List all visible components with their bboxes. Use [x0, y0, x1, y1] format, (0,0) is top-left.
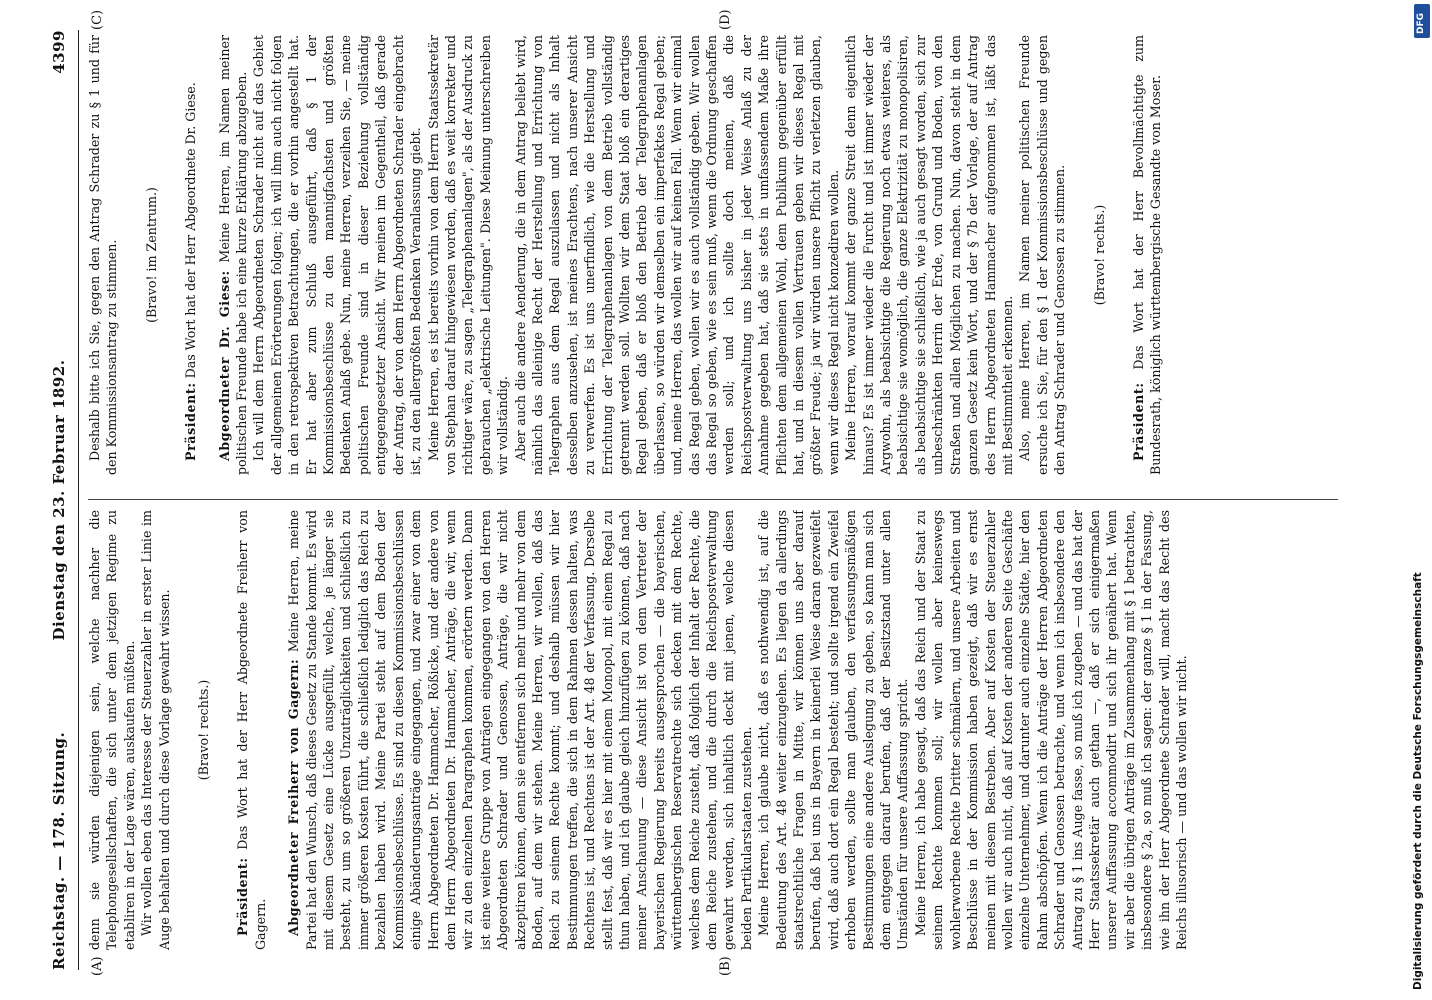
dfg-logo-text: DFG [1416, 12, 1426, 34]
remark-text: Das Wort hat der Herr Bevollmächtigte zum Bundesrath, königlich württembergische Gesandte von Moser. [1130, 35, 1164, 475]
margin-marker-b: (B) [718, 956, 733, 976]
header-date: Dienstag den 23. Februar 1892. [50, 359, 68, 641]
paragraph: Meine Herren, es ist bereits vorhin von dem Herrn Staatssekretär von Stephan darauf hingewiesen worden, daß es weit korrekter und richtiger wäre, zu sagen „Telegraphenanlagen", als der Ausdruck zu gebrauchen „elektrische Leitungen". Diese Meinung unterschreiben wir vollständig. [425, 35, 511, 475]
digitization-sidebar [1410, 0, 1432, 1000]
digitization-credit: Digitalisierung gefördert durch die Deutsche Forschungsgemeinschaft [1412, 572, 1424, 990]
applause-note: (Bravo! rechts.) [196, 679, 212, 781]
paragraph: denn sie würden diejenigen sein, welche nachher die Telephongesellschaften, die sich unter dem jetzigen Regime zu etabliren in der Lage wären, auskaufen müßten. [87, 510, 137, 950]
margin-marker-a: (A) [90, 956, 105, 976]
speaker-name: Präsident: [183, 382, 199, 461]
paragraph: Ich will dem Herrn Abgeordneten Schrader nicht auf das Gebiet der allgemeinen Erörterungen folgen; ich will ihm auch nicht folgen in den retrospektiven Betrachtungen, die er vorhin angestellt hat. Er hat aber zum Schluß ausgeführt, daß § 1 der Kommissionsbeschlüsse zu den mannigfachsten und größten Bedenken Anlaß gebe. Nun, meine Herren, verzeihen Sie, — meine politischen Freunde sind in dieser Beziehung vollständig entgegengesetzter Ansicht. Wir meinen im Gegentheil, daß gerade der Antrag, der von dem Herrn Abgeordneten Schrader eingebracht ist, zu den allergrößten Bedenken Veranlassung giebt. [251, 35, 424, 475]
paragraph: Wir wollen eben das Interesse der Steuerzahler in erster Linie im Auge behalten und durch diese Vorlage gewahrt wissen. [139, 510, 172, 950]
speaker-name: Abgeordneter Freiherr von Gagern: [286, 658, 302, 936]
margin-marker-d: (D) [718, 9, 733, 30]
header-page-number: 4399 [50, 30, 68, 74]
speech-text: Meine Herren, meine Partei hat den Wunsch, daß dieses Gesetz zu Stande kommt. Es wird mit diesem Gesetz eine Lücke ausgefüllt, welche, je länger sie besteht, zu um so größeren Unzuträglichkeiten und schließlich zu immer größeren Kosten führt, die schließlich lediglich das Reich zu bezahlen haben wird. Meine Partei steht auf dem Boden der Kommissionsbeschlüsse. Es sind zu diesen Kommissionsbeschlüssen einige Abänderungsanträge eingegangen, und zwar einer von dem Herrn Abgeordneten Dr. Hammacher, Rößicke, und der andere von dem Herrn Abgeordneten Dr. Hammacher, Anträge, die wir, wenn wir zu den einzelnen Paragraphen kommen, erörtern werden. Dann ist eine weitere Gruppe von Anträgen eingegangen von den Herren Abgeordneten Schrader und Genossen, Anträge, die wir nicht akzeptiren können, denn sie entfernen sich mehr und mehr von dem Boden, auf dem wir stehen. Meine Herren, wir wollen, daß das Reich zu seinem Rechte kommt; und deshalb müssen wir hier Bestimmungen treffen, die sich in dem Rahmen dessen halten, was Rechtens ist, und Rechtens ist der Art. 48 der Verfassung. Derselbe stellt fest, daß wir es hier mit einem Monopol, mit einem Regal zu thun haben, und ich glaube gleich hinzufügen zu können, daß nach meiner Anschauung — diese Ansicht ist von dem Vertreter der bayerischen Regierung bereits ausgesprochen — die bayerischen, württembergischen Reservatrechte sich decken mit dem Rechte, welches dem Reiche zusteht, daß folglich der Inhalt der Rechte, die dem Reiche zustehen, und die durch die Reichspostverwaltung gewahrt werden, sich inhaltlich deckt mit jenen, welche diesen beiden Partikularstaaten zustehen. [286, 510, 754, 950]
president-remark [234, 510, 269, 950]
speech-text: Meine Herren, im Namen meiner politischen Freunde habe ich eine kurze Erklärung abzugeben. [216, 35, 250, 475]
remark-text: Das Wort hat der Herr Abgeordnete Freiherr von Gagern. [235, 510, 268, 950]
speaker-name: Abgeordneter Dr. Giese: [216, 270, 232, 461]
dfg-logo [1414, 4, 1430, 38]
speaker-name: Präsident: [1130, 382, 1146, 461]
left-column [86, 510, 1346, 950]
margin-marker-c: (C) [90, 9, 105, 30]
speaker-name: Präsident: [235, 857, 251, 936]
president-remark [1130, 35, 1165, 475]
speech-paragraph [216, 35, 251, 475]
paragraph: Meine Herren, ich habe gesagt, daß das Reich und der Staat zu seinem Rechte kommen soll; wir wollen aber keineswegs wohlerworbene Rechte Dritter schmälern, und unsere Arbeiten und Beschlüsse in der Kommission haben gezeigt, daß wir es ernst meinen mit diesem Bestreben. Aber auf Kosten der Steuerzahler wollen wir auch nicht, daß auf Kosten der anderen Seite Geschäfte einzelne Unternehmer, und darunter auch einzelne Städte, hier den Rahm abschöpfen. Wenn ich die Anträge der Herren Abgeordneten Schrader und Genossen betrachte, und wenn ich insbesondere den Antrag zu § 1 ins Auge fasse, so muß ich zugeben — und das hat der Herr Staatssekretär auch gethan —, daß er sich einigermaßen unserer Auffassung accommodirt und sich ihr genähert hat. Wenn wir aber die übrigen Anträge im Zusammenhang mit § 1 betrachten, insbesondere § 2a, so muß ich sagen: der ganze § 1 in der Fassung, wie ihn der Herr Abgeordnete Schrader will, macht das Recht des Reichs illusorisch — und das wollen wir nicht. [912, 510, 1189, 950]
right-column [86, 35, 1346, 475]
header-session: Reichstag. — 178. Sitzung. [50, 731, 68, 970]
paragraph: Meine Herren, worauf kommt der ganze Streit denn eigentlich hinaus? Es ist immer wieder die Furcht und ist immer wieder der Argwohn, als beabsichtige die Regierung noch etwas weiteres, als beabsichtige sie womöglich, die ganze Elektrizität zu monopolisiren, als beabsichtige sie schließlich, wie ja auch gesagt worden, sich zur unbeschränkten Herrin der Erde, von Grund und Boden, von den Straßen und allen Möglichen zu machen. Nun, davon steht in dem ganzen Gesetz kein Wort, und der § 7b der Vorlage, der auf Antrag des Herrn Abgeordneten Hammacher aufgenommen ist, läßt das mit Bestimmtheit erkennen. [843, 35, 1015, 475]
remark-text: Das Wort hat der Herr Abgeordnete Dr. Giese. [183, 82, 199, 379]
speech-paragraph [285, 510, 755, 950]
president-remark [182, 35, 199, 475]
paragraph: Deshalb bitte ich Sie, gegen den Antrag Schrader zu § 1 und für den Kommissionsantrag zu stimmen. [87, 35, 120, 475]
column-divider [88, 499, 1338, 500]
applause-note: (Bravo! rechts.) [1091, 204, 1107, 306]
page-header [50, 30, 76, 970]
header-rule [78, 30, 79, 970]
paragraph: Meine Herren, ich glaube nicht, daß es nothwendig ist, auf die Bedeutung des Art. 48 weiter einzugehen. Es liegen da allerdings staatsrechtliche Fragen in Mitte, wir können uns aber darauf berufen, daß bei uns in Bayern in keinerlei Weise daran gezweifelt wird, daß auch dort ein Regal besteht; und sollte irgend ein Zweifel erhoben werden, sollte man glauben, den verfassungsmäßigen Bestimmungen eine andere Auslegung zu geben, so kann man sich dem entgegen darauf berufen, daß der Besitzstand unter allen Umständen für unsere Auffassung spricht. [756, 510, 911, 950]
paragraph: Also, meine Herren, im Namen meiner politischen Freunde ersuche ich Sie, für den § 1 der Kommissionsbeschlüsse und gegen den Antrag Schrader und Genossen zu stimmen. [1017, 35, 1068, 475]
paragraph: Aber auch die andere Aenderung, die in dem Antrag beliebt wird, nämlich das alleinige Recht der Herstellung und Errichtung von Telegraphen aus dem Regal auszulassen und nicht als Inhalt desselben anzusehen, ist meines Erachtens, nach unserer Ansicht zu verwerfen. Es ist uns unerfindlich, wie die Herstellung und Errichtung der Telegraphenanlagen von dem Betrieb vollständig getrennt werden soll. Wollten wir dem Staat bloß ein derartiges Regal geben, daß er bloß den Betrieb der Telegraphenanlagen überlassen, so würden wir demselben ein imperfektes Regal geben; und, meine Herren, das wollen wir auf keinen Fall. Wenn wir einmal das Regal geben, wollen wir es auch vollständig geben. Wir wollen das Regal so geben, wie es sein muß, wenn die Ordnung geschaffen werden soll; und ich sollte doch meinen, daß die Reichspostverwaltung uns bisher in jeder Weise Anlaß zu der Annahme gegeben hat, daß sie stets in umfassendem Maße ihre Pflichten dem allgemeinen Wohl, dem Publikum gegenüber erfüllt hat, und in diesem vollen Vertrauen geben wir dieses Regal mit größter Freude; ja wir würden unsere Pflicht zu verletzen glauben, wenn wir dieses Regal nicht konzediren wollen. [512, 35, 841, 475]
applause-note: (Bravo! im Zentrum.) [143, 187, 159, 323]
